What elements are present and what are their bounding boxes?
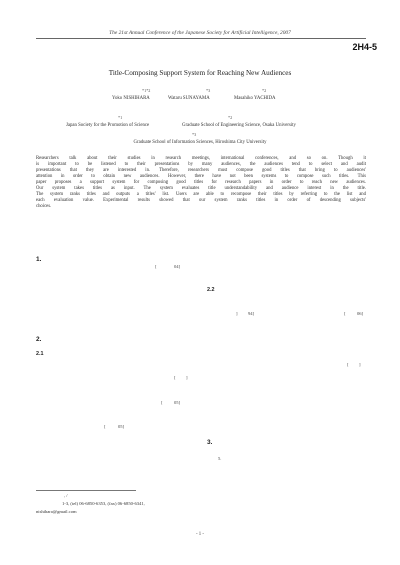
abstract	[36, 156, 366, 210]
abstract-line: Researchers talk about their studies in research meetings, international conferences, and so on. Though it	[36, 156, 366, 161]
footnote-rule	[36, 490, 136, 491]
citation-fragment: 94]	[248, 311, 255, 316]
subsection-2-1-heading: 2.1	[36, 351, 44, 357]
citation-fragment: 04]	[174, 264, 181, 269]
paper-code: 2H4-5	[352, 42, 377, 52]
abstract-line: is important to be listened to their presentations by many audiences, the audiences tend to select and audit	[36, 161, 366, 167]
author-name-2: Wataru SUNAYAMA	[168, 96, 210, 101]
citation-fragment: [	[344, 311, 346, 316]
section-1-heading: 1.	[36, 256, 42, 263]
citation-fragment: 5.	[218, 456, 222, 461]
citation-fragment: 05]	[174, 400, 181, 405]
footnote-contact: 1-3, (tel) 06-6850-6353, (fax) 06-6850-6341,	[62, 501, 145, 506]
author-mark-2: *3	[206, 88, 211, 93]
citation-fragment: [	[347, 362, 349, 367]
citation-fragment: ]	[359, 362, 361, 367]
footnote-marks: , /	[64, 493, 68, 498]
citation-fragment: 06]	[357, 311, 364, 316]
author-name-3: Masahiko YACHIDA	[234, 96, 276, 101]
abstract-line: Our system takes titles as input. The system evaluates title understandability and audience interest in the title.	[36, 185, 366, 191]
affiliation-mark-3: *3	[192, 132, 197, 137]
citation-fragment: [	[161, 400, 163, 405]
header-rule	[36, 38, 366, 39]
affiliation-3: Graduate School of Information Sciences, Hiroshima City University	[133, 140, 267, 145]
author-mark-3: *2	[262, 88, 267, 93]
abstract-line: each evaluation value. Experimental results showed that our system ranks titles in order of descending subjects'	[36, 197, 366, 203]
citation-fragment: ]	[186, 375, 188, 380]
footnote-email: nishihara@gmail.com	[36, 509, 77, 514]
abstract-line: attention in order to obtain new audiences. However, there have not been systems to compose such titles. This	[36, 173, 366, 179]
abstract-line: The system ranks titles and outputs a titles' list. Users are able to recompose their titles by referring to the list and	[36, 191, 366, 197]
affiliation-mark-1: *1	[118, 115, 123, 120]
paper-title: Title-Composing Support System for Reaching New Audiences	[108, 69, 292, 77]
citation-fragment: [	[104, 424, 106, 429]
affiliation-2: Graduate School of Engineering Science, Osaka University	[182, 123, 296, 128]
section-3-heading: 3.	[207, 439, 213, 446]
page-number: - 1 -	[196, 532, 204, 537]
author-name-1: Yoko NISHIHARA	[112, 96, 150, 101]
abstract-line: paper proposes a support system for composing good titles for research papers in order to reach new audiences.	[36, 179, 366, 185]
subsection-2-2-heading: 2.2	[207, 287, 215, 293]
abstract-line: presentations that they are interested in. Therefore, researchers must compose good titles that bring to audiences'	[36, 167, 366, 173]
affiliation-1: Japan Society for the Promotion of Science	[66, 123, 150, 128]
section-2-heading: 2.	[36, 336, 42, 343]
abstract-line: choices.	[36, 203, 52, 209]
citation-fragment: ]	[236, 311, 238, 316]
citation-fragment: [	[174, 375, 176, 380]
citation-fragment: 05]	[118, 424, 125, 429]
author-mark-1: *1*2	[142, 88, 151, 93]
citation-fragment: [	[155, 264, 157, 269]
affiliation-mark-2: *2	[228, 115, 233, 120]
conference-header: The 21st Annual Conference of the Japanese Society for Artificial Intelligence, 2007	[109, 30, 291, 36]
